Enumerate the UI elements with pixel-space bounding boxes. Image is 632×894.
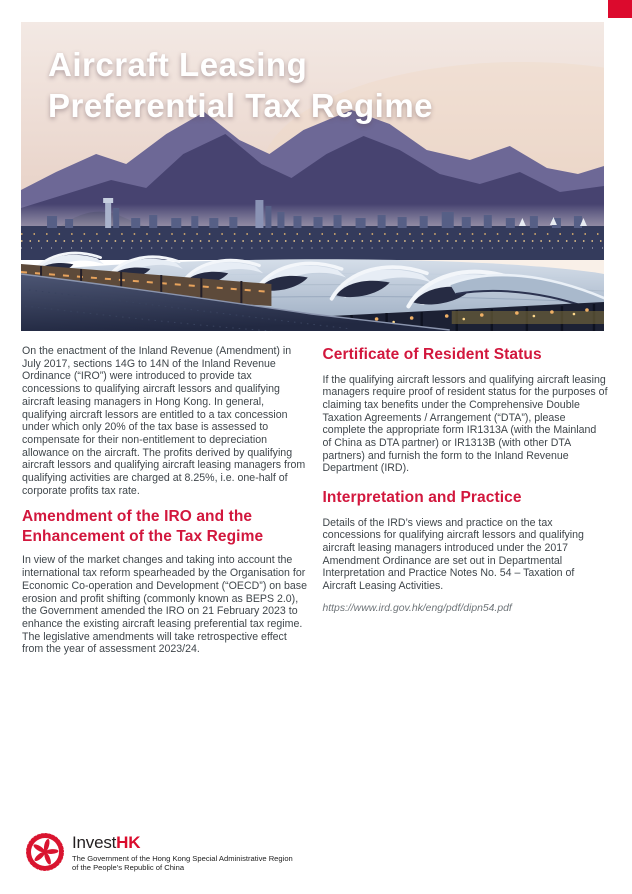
right-column <box>323 345 609 656</box>
investhk-logo <box>72 831 293 872</box>
brand-hk-text: HK <box>116 833 141 852</box>
heading-amendment: Amendment of the IRO and the Enhancement of the Tax Regime <box>22 508 264 545</box>
dipn54-link[interactable]: https://www.ird.gov.hk/eng/pdf/dipn54.pdf <box>322 602 512 614</box>
footer <box>25 831 293 872</box>
heading-interpretation: Interpretation and Practice <box>322 489 522 507</box>
red-corner-accent <box>608 0 632 18</box>
certificate-paragraph: If the qualifying aircraft lessors and qualifying aircraft leasing managers require proof of resident status for the purposes of claiming tax benefits under the Comprehensive Double Taxation Agreements / Arrangement (“DTA”), please complete the appropriate form IR1313A (with the Mainland of China as DTA partner) or IR1313B (with other DTA partners) and furnish the form to the Inland Revenue Department (IRD). <box>322 373 608 475</box>
page-title-line1: Aircraft Leasing <box>48 46 308 83</box>
brand-invest-text: Invest <box>72 833 117 852</box>
body-content <box>22 345 608 656</box>
page-title <box>48 44 433 126</box>
government-caption-line2: of the People's Republic of China <box>72 863 185 873</box>
page-title-line2: Preferential Tax Regime <box>48 87 434 124</box>
hero-banner <box>21 22 604 331</box>
investhk-wordmark <box>72 834 293 852</box>
hksar-emblem-icon <box>25 832 65 872</box>
heading-certificate: Certificate of Resident Status <box>322 346 542 363</box>
left-column <box>22 345 308 656</box>
government-caption-line1: The Government of the Hong Kong Special Administrative Region <box>72 854 293 863</box>
interpretation-paragraph: Details of the IRD’s views and practice on the tax concessions for qualifying aircraft lessors and qualifying aircraft leasing managers introduced under the 2017 Amendment Ordinance are set out in Departmental Interpretation and Practice Notes No. 54 – Taxation of Aircraft Leasing Activities. <box>322 516 584 593</box>
government-caption <box>72 854 293 872</box>
intro-paragraph: On the enactment of the Inland Revenue (Amendment) in July 2017, sections 14G to 14N of the Inland Revenue Ordinance (“IRO”) were introduced to provide tax concessions to qualifying aircraft lessors and qualifying aircraft leasing managers in Hong Kong. In general, qualifying aircraft lessors are entitled to a tax concession under which only 20% of the tax base is assessed to compensate for their non-entitlement to depreciation allowance on the aircraft. The profits derived by qualifying aircraft lessors and qualifying aircraft leasing managers from qualifying activities are charged at 8.25%, i.e. one-half of corporate profits tax rate. <box>22 345 306 497</box>
amendment-paragraph: In view of the market changes and taking into account the international tax reform spearheaded by the Organisation for Economic Co-operation and Development (“OECD”) on base erosion and profit shifting (commonly known as BEPS 2.0), the Government amended the IRO on 21 February 2023 to enhance the existing aircraft leasing preferential tax regime. The legislative amendments will take retrospective effect from the year of assessment 2023/24. <box>22 554 307 656</box>
